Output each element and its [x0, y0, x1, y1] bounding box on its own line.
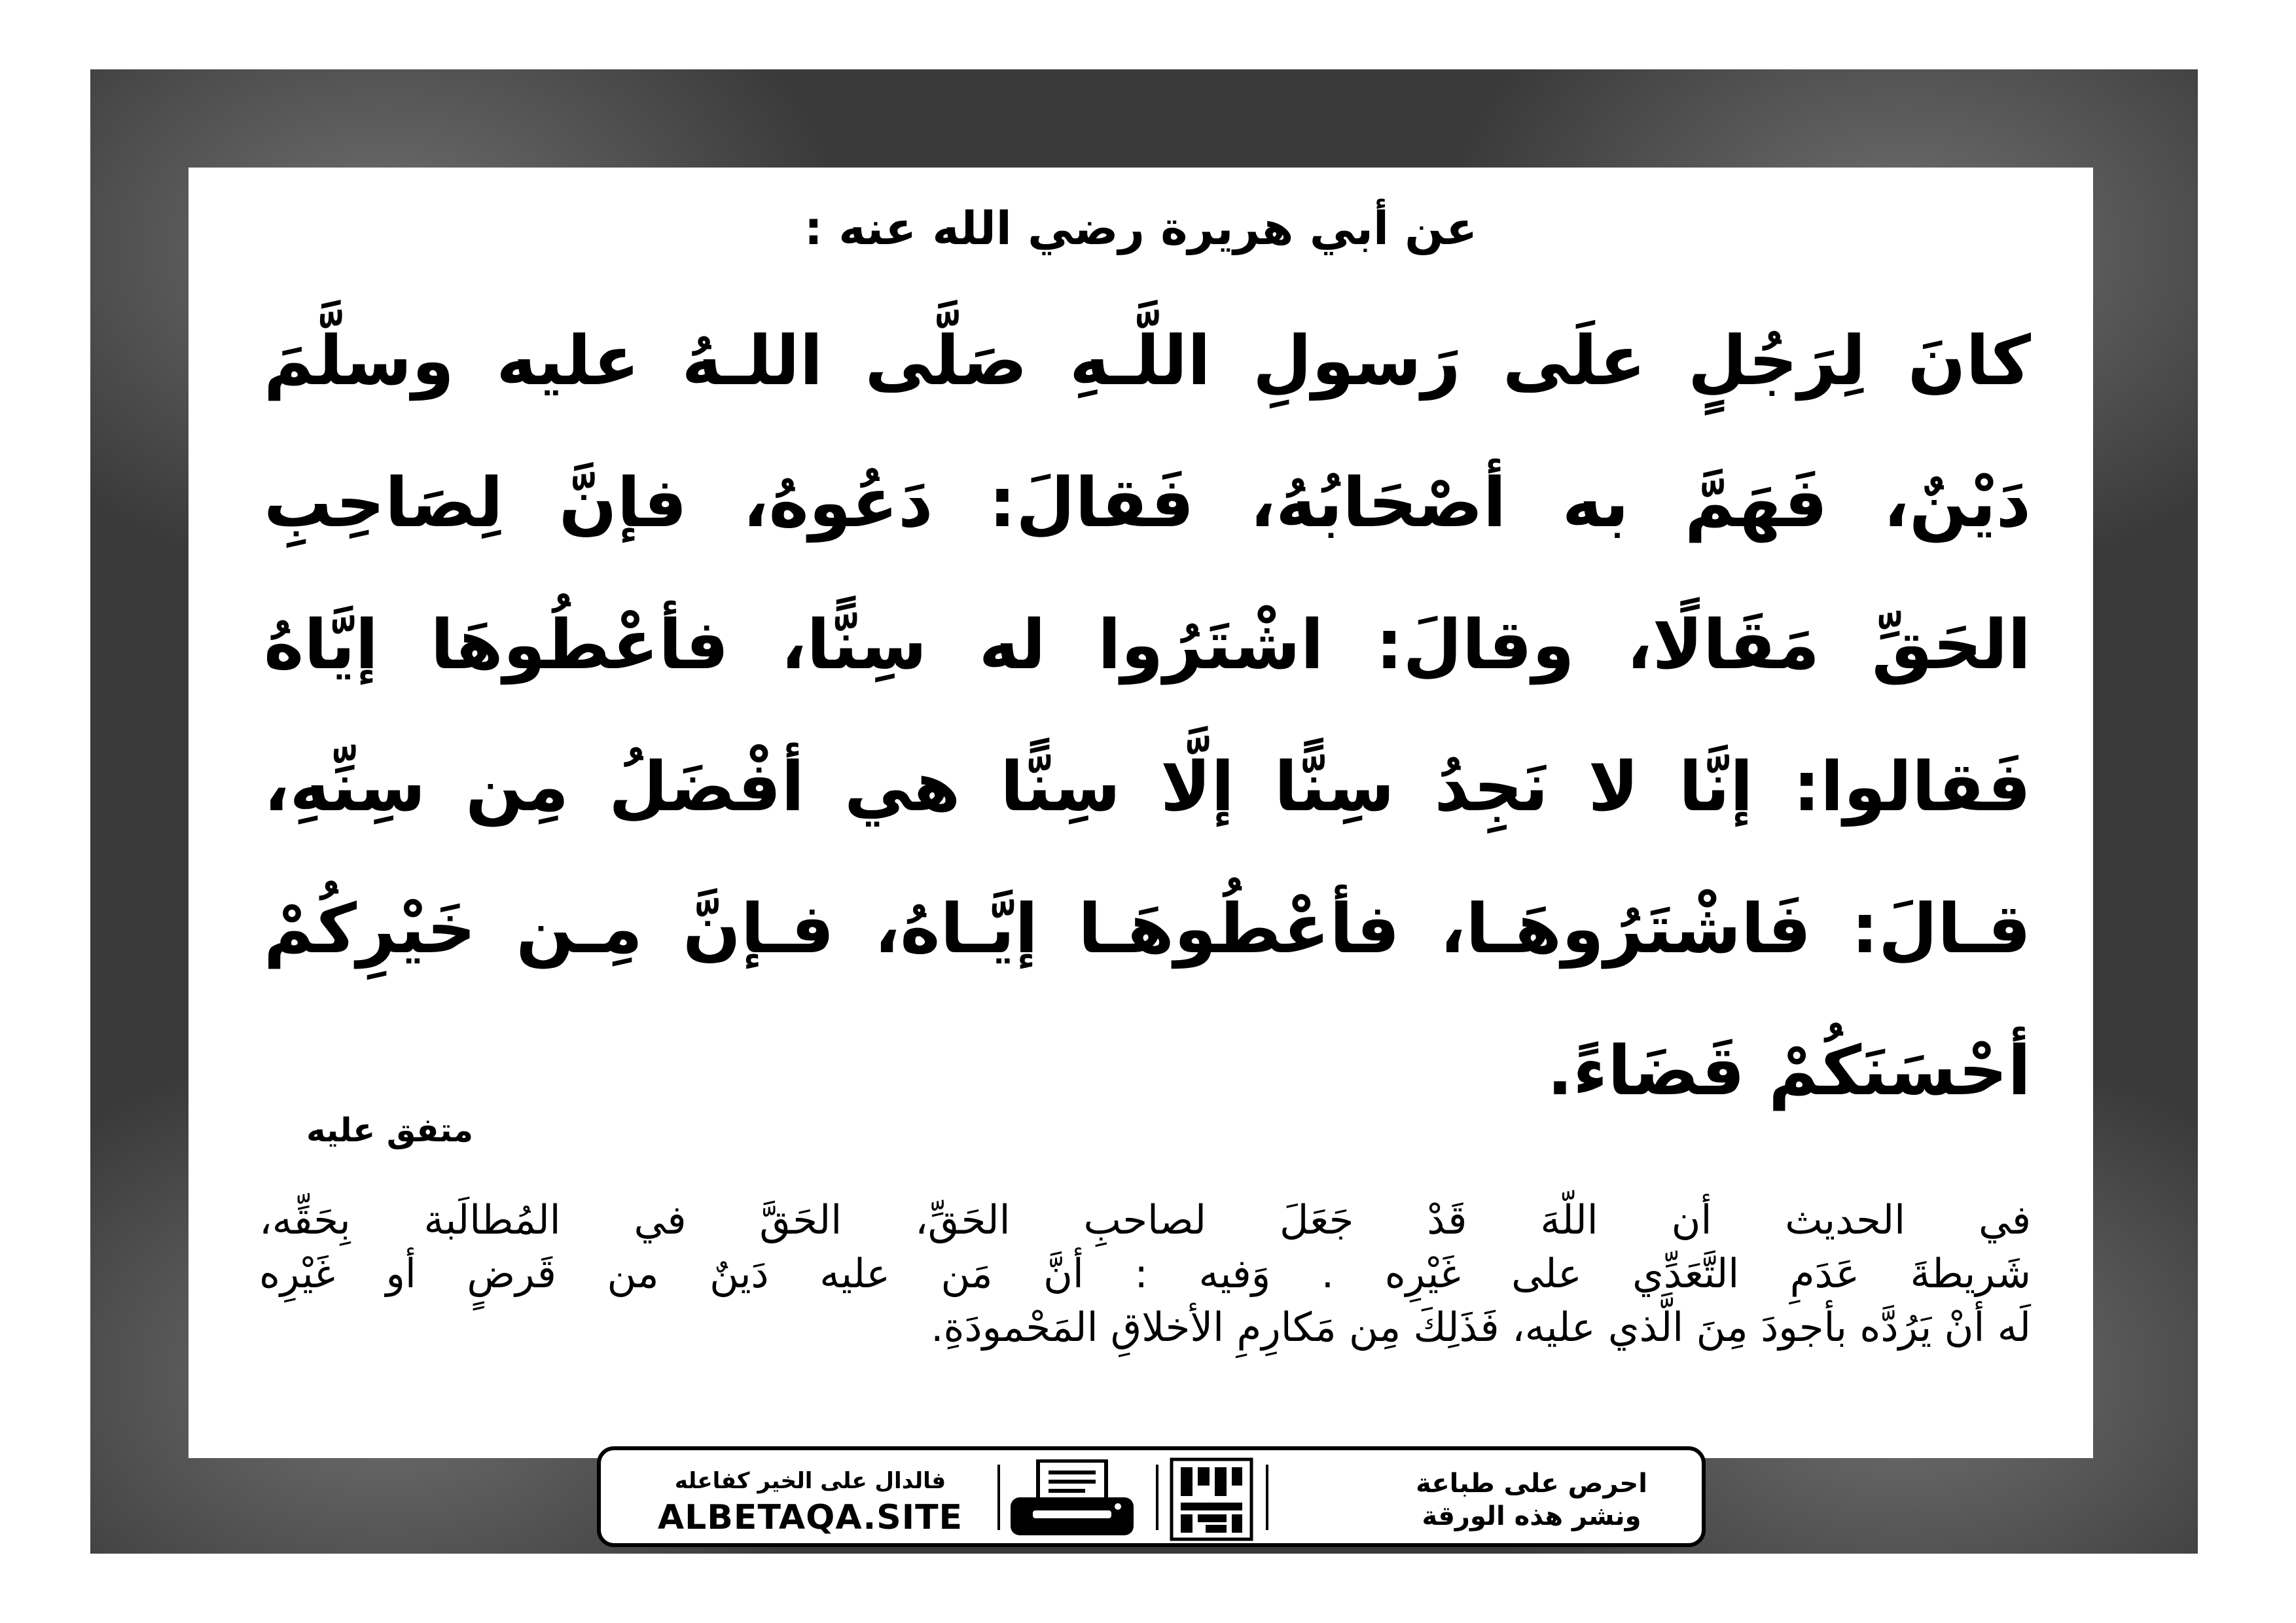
hadith-line: دَيْنٌ، فَهَمَّ به أصْحَابُهُ، فَقالَ: دَعُوهُ، فإنَّ لِصَاحِبِ — [264, 463, 2031, 543]
footer-notice — [1394, 1467, 1669, 1533]
commentary-line: في الحديث أن اللّهَ قَدْ جَعَلَ لصاحبِ الحَقِّ، الحَقَّ في المُطالَبة بِحَقِّه، — [259, 1197, 2031, 1243]
footer-notice-line: احرص على طباعة — [1416, 1469, 1647, 1499]
footer-site-block — [627, 1465, 994, 1538]
printer-icon — [1007, 1459, 1138, 1538]
hadith-line: أحْسَنَكُمْ قَضَاءً. — [1547, 1031, 2031, 1111]
hadith-line: قـالَ: فَاشْتَرُوهَـا، فأعْطُوهَـا إيَّـاهُ، فـإنَّ مِـن خَيْرِكُمْ — [264, 889, 2031, 969]
commentary-line: شَريطةَ عَدَمِ التَّعَدِّي على غَيْرِه . وَفيه : أنَّ مَن عليه دَينٌ من قَرضٍ أو غَيْرِه — [259, 1251, 2031, 1297]
footer-divider — [1156, 1465, 1158, 1530]
hadith-line: كانَ لِرَجُلٍ علَى رَسولِ اللَّـهِ صَلَّى اللـهُ عليه وسلَّمَ — [264, 321, 2031, 401]
footer-proverb: فالدال على الخير كفاعله — [674, 1468, 946, 1494]
narrator-line: عن أبي هريرة رضي الله عنه : — [804, 202, 1478, 255]
source-attribution: متفق عليه — [306, 1111, 474, 1149]
footer-notice-line: ونشر هذه الورقة — [1422, 1501, 1641, 1531]
logo-mark — [1169, 1457, 1254, 1542]
commentary-line: لَه أنْ يَرُدَّه بأجودَ مِنَ الَّذي عليه، فَذَلِكَ مِن مَكارِمِ الأخلاقِ المَحْمودَةِ. — [931, 1304, 2031, 1351]
footer-divider — [1266, 1465, 1268, 1530]
hadith-line: فَقالوا: إنَّا لا نَجِدُ سِنًّا إلَّا سِنًّا هي أفْضَلُ مِن سِنِّهِ، — [264, 747, 2031, 827]
footer-banner — [597, 1446, 1706, 1547]
hadith-text — [264, 312, 2031, 1164]
footer-divider — [997, 1465, 1000, 1530]
hadith-line: الحَقِّ مَقَالًا، وقالَ: اشْتَرُوا له سِنًّا، فأعْطُوهَا إيَّاهُ — [264, 605, 2031, 685]
commentary-text — [259, 1194, 2031, 1355]
footer-site-link[interactable]: ALBETAQA.SITE — [657, 1498, 963, 1537]
content-panel — [188, 168, 2093, 1458]
